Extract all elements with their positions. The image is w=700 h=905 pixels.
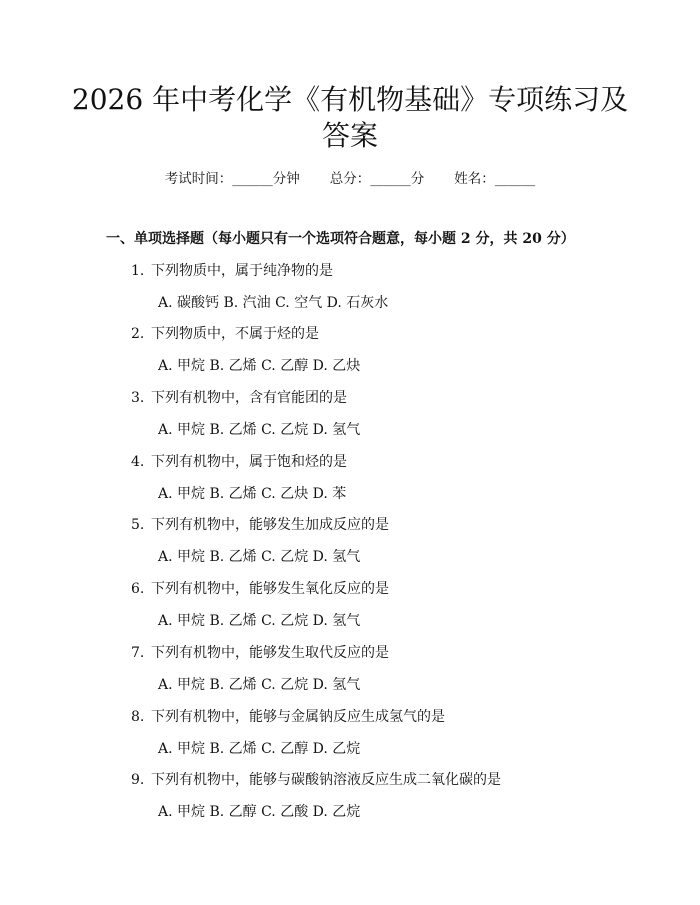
section-heading: 一、单项选择题（每小题只有一个选项符合题意，每小题 2 分，共 20 分） bbox=[106, 231, 575, 247]
question-number: 8. bbox=[131, 709, 145, 725]
question bbox=[131, 262, 333, 280]
question-options: A. 甲烷 B. 乙醇 C. 乙酸 D. 乙烷 bbox=[158, 804, 361, 820]
question-options: A. 碳酸钙 B. 汽油 C. 空气 D. 石灰水 bbox=[158, 295, 389, 311]
question-options: A. 甲烷 B. 乙烯 C. 乙炔 D. 苯 bbox=[158, 486, 347, 502]
question-number: 6. bbox=[131, 581, 145, 597]
question-text: 下列有机物中，含有官能团的是 bbox=[151, 390, 347, 406]
question-number: 7. bbox=[131, 645, 145, 661]
question-options: A. 甲烷 B. 乙烯 C. 乙醇 D. 乙炔 bbox=[158, 358, 361, 374]
exam-time: 考试时间：______分钟 bbox=[164, 171, 300, 187]
question bbox=[131, 771, 501, 789]
question-text: 下列有机物中，能够与金属钠反应生成氢气的是 bbox=[151, 709, 445, 725]
question-options: A. 甲烷 B. 乙烯 C. 乙烷 D. 氢气 bbox=[158, 677, 361, 693]
question bbox=[131, 708, 445, 726]
question-text: 下列有机物中，能够发生氧化反应的是 bbox=[151, 581, 389, 597]
question-number: 5. bbox=[131, 517, 145, 533]
question bbox=[131, 325, 319, 343]
question-text: 下列物质中，属于纯净物的是 bbox=[151, 263, 333, 279]
question-options: A. 甲烷 B. 乙烯 C. 乙烷 D. 氢气 bbox=[158, 549, 361, 565]
question-number: 1. bbox=[131, 263, 145, 279]
question-text: 下列物质中，不属于烃的是 bbox=[151, 326, 319, 342]
question bbox=[131, 453, 347, 471]
title-line-1: 2026 年中考化学《有机物基础》专项练习及 bbox=[71, 83, 629, 116]
question-options: A. 甲烷 B. 乙烯 C. 乙烷 D. 氢气 bbox=[158, 613, 361, 629]
question-number: 4. bbox=[131, 454, 145, 470]
document-title bbox=[0, 82, 700, 154]
title-line-2: 答案 bbox=[321, 119, 378, 152]
total-score: 总分：______分 bbox=[329, 171, 425, 187]
question-text: 下列有机物中，属于饱和烃的是 bbox=[151, 454, 347, 470]
question-number: 3. bbox=[131, 390, 145, 406]
question-number: 2. bbox=[131, 326, 145, 342]
exam-meta bbox=[0, 170, 700, 188]
question-options: A. 甲烷 B. 乙烯 C. 乙醇 D. 乙烷 bbox=[158, 741, 361, 757]
question-options: A. 甲烷 B. 乙烯 C. 乙烷 D. 氢气 bbox=[158, 422, 361, 438]
question-text: 下列有机物中，能够发生取代反应的是 bbox=[151, 645, 389, 661]
question-text: 下列有机物中，能够与碳酸钠溶液反应生成二氧化碳的是 bbox=[151, 772, 501, 788]
question bbox=[131, 389, 347, 407]
question bbox=[131, 580, 389, 598]
question-number: 9. bbox=[131, 772, 145, 788]
question bbox=[131, 644, 389, 662]
question bbox=[131, 516, 389, 534]
student-name: 姓名：______ bbox=[454, 171, 536, 187]
question-text: 下列有机物中，能够发生加成反应的是 bbox=[151, 517, 389, 533]
